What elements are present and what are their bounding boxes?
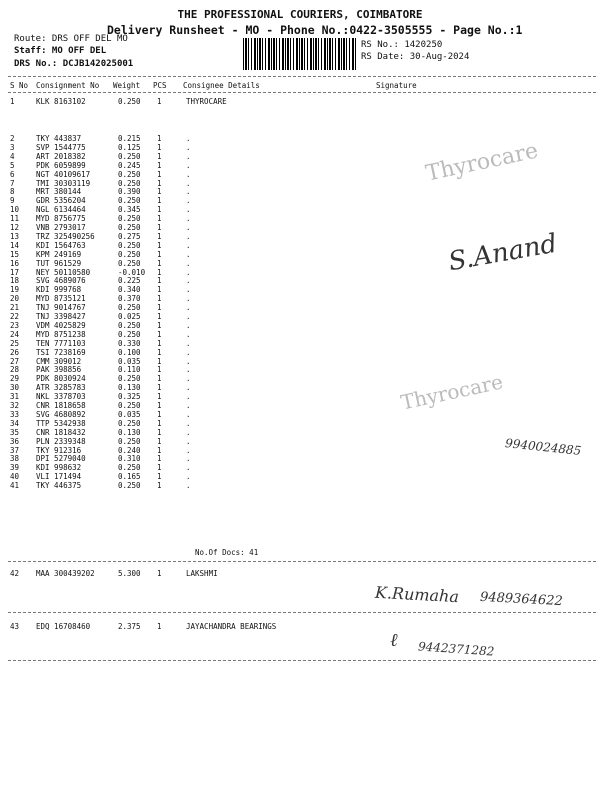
table-row bbox=[0, 294, 600, 303]
company-name: THE PROFESSIONAL COURIERS, COIMBATORE bbox=[177, 8, 423, 21]
table-row bbox=[0, 419, 600, 428]
row-weight: 0.250 bbox=[118, 97, 141, 106]
row-sno: 30 bbox=[10, 383, 20, 393]
row-sno: 39 bbox=[10, 463, 20, 473]
row-details: LAKSHMI bbox=[186, 569, 218, 578]
row-consignment: VLI 171494 bbox=[36, 472, 82, 482]
row-pcs: 1 bbox=[157, 303, 162, 313]
row-details: . bbox=[186, 356, 191, 366]
row-weight: 0.225 bbox=[118, 276, 141, 286]
row-sno: 40 bbox=[10, 472, 20, 482]
row-pcs: 1 bbox=[157, 472, 162, 482]
table-row bbox=[0, 97, 600, 106]
row-details: . bbox=[186, 401, 191, 410]
row-consignment: SVG 4680892 bbox=[36, 409, 86, 419]
row-consignment: CNR 1818658 bbox=[36, 401, 86, 410]
table-row bbox=[0, 374, 600, 383]
thyrocare-stamp: Thyrocare bbox=[423, 138, 541, 187]
table-row bbox=[0, 622, 600, 631]
row-details: . bbox=[186, 365, 191, 375]
rs-date: RS Date: 30-Aug-2024 bbox=[361, 52, 470, 62]
row-pcs: 1 bbox=[157, 347, 162, 357]
row-details: . bbox=[186, 312, 191, 321]
row-consignment: KDI 998632 bbox=[36, 463, 82, 473]
table-row bbox=[0, 196, 600, 205]
row-details: . bbox=[186, 374, 191, 384]
row-weight: 0.035 bbox=[118, 409, 141, 419]
row-weight: 0.325 bbox=[118, 392, 141, 402]
row-sno: 9 bbox=[10, 196, 15, 206]
row-consignment: MYD 8756775 bbox=[36, 214, 86, 224]
row-details: . bbox=[186, 223, 191, 232]
row-weight: 0.245 bbox=[118, 160, 141, 170]
table-row bbox=[0, 321, 600, 330]
row-consignment: MYD 8751238 bbox=[36, 329, 86, 339]
row-details: . bbox=[186, 418, 191, 428]
row-pcs: 1 bbox=[157, 205, 162, 215]
handwritten-phone: 9940024885 bbox=[504, 436, 582, 458]
row-details: . bbox=[186, 134, 191, 143]
row-sno: 31 bbox=[10, 392, 20, 402]
row-weight: 2.375 bbox=[118, 622, 141, 631]
table-row bbox=[0, 339, 600, 348]
row-pcs: 1 bbox=[157, 383, 162, 393]
row-pcs: 1 bbox=[157, 214, 162, 224]
row-sno: 42 bbox=[10, 569, 20, 578]
row-weight: 0.390 bbox=[118, 187, 141, 197]
row-pcs: 1 bbox=[157, 178, 162, 188]
row-sno: 15 bbox=[10, 249, 20, 259]
row-details: . bbox=[186, 160, 191, 170]
table-row bbox=[0, 428, 600, 437]
row-pcs: 1 bbox=[157, 463, 162, 473]
row-consignment: VDM 4025829 bbox=[36, 320, 86, 330]
row-sno: 23 bbox=[10, 320, 20, 330]
row-sno: 33 bbox=[10, 409, 20, 419]
row-weight: 0.250 bbox=[118, 436, 141, 446]
row-sno: 38 bbox=[10, 454, 20, 464]
row-consignment: TKY 446375 bbox=[36, 481, 82, 491]
row-details: . bbox=[186, 472, 191, 482]
row-consignment: MYD 8735121 bbox=[36, 294, 86, 304]
row-details: . bbox=[186, 347, 191, 357]
row-pcs: 1 bbox=[157, 223, 162, 232]
row-consignment: PAK 398856 bbox=[36, 365, 82, 375]
row-consignment: DPI 5279040 bbox=[36, 454, 86, 464]
row-weight: 0.035 bbox=[118, 356, 141, 366]
row-consignment: NEY 50110580 bbox=[36, 267, 91, 277]
row-consignment: CNR 1818432 bbox=[36, 427, 86, 437]
row-sno: 35 bbox=[10, 427, 20, 437]
row-sno: 6 bbox=[10, 169, 15, 179]
row-weight: 0.275 bbox=[118, 231, 141, 241]
row-weight: 0.345 bbox=[118, 205, 141, 215]
row-pcs: 1 bbox=[157, 196, 162, 206]
row-consignment: TKY 443837 bbox=[36, 134, 82, 143]
row-weight: 0.250 bbox=[118, 463, 141, 473]
row-pcs: 1 bbox=[157, 436, 162, 446]
row-consignment: KDI 1564763 bbox=[36, 240, 86, 250]
row-details: . bbox=[186, 409, 191, 419]
handwritten-phone: 9489364622 bbox=[479, 589, 564, 610]
table-row bbox=[0, 401, 600, 410]
row-sno: 29 bbox=[10, 374, 20, 384]
row-details: . bbox=[186, 320, 191, 330]
row-sno: 24 bbox=[10, 329, 20, 339]
row-details: . bbox=[186, 169, 191, 179]
row-weight: 0.110 bbox=[118, 365, 141, 375]
row-pcs: 1 bbox=[157, 258, 162, 268]
thyrocare-stamp: Thyrocare bbox=[398, 369, 506, 415]
row-details: . bbox=[186, 338, 191, 348]
row-consignment: MRT 380144 bbox=[36, 187, 82, 197]
table-row bbox=[0, 463, 600, 472]
row-weight: 0.165 bbox=[118, 472, 141, 482]
row-pcs: 1 bbox=[157, 374, 162, 384]
row-weight: 0.130 bbox=[118, 427, 141, 437]
row-details: . bbox=[186, 329, 191, 339]
row-sno: 11 bbox=[10, 214, 20, 224]
table-row bbox=[0, 276, 600, 285]
row-sno: 28 bbox=[10, 365, 20, 375]
row-pcs: 1 bbox=[157, 356, 162, 366]
row-weight: 0.370 bbox=[118, 294, 141, 304]
row-sno: 16 bbox=[10, 258, 20, 268]
row-pcs: 1 bbox=[157, 329, 162, 339]
row-consignment: VNB 2793017 bbox=[36, 223, 86, 232]
row-details: . bbox=[186, 240, 191, 250]
header-divider bbox=[8, 76, 596, 77]
row-details: . bbox=[186, 151, 191, 161]
table-row bbox=[0, 268, 600, 277]
row-details: JAYACHANDRA BEARINGS bbox=[186, 622, 277, 631]
row-pcs: 1 bbox=[157, 294, 162, 304]
table-row bbox=[0, 365, 600, 374]
row-pcs: 1 bbox=[157, 160, 162, 170]
row-weight: 0.125 bbox=[118, 142, 141, 152]
row-details: THYROCARE bbox=[186, 97, 227, 106]
row-pcs: 1 bbox=[157, 187, 162, 197]
row-pcs: 1 bbox=[157, 240, 162, 250]
row-sno: 19 bbox=[10, 285, 20, 295]
row-pcs: 1 bbox=[157, 142, 162, 152]
row-consignment: EDQ 16708460 bbox=[36, 622, 91, 631]
row-details: . bbox=[186, 276, 191, 286]
table-row bbox=[0, 348, 600, 357]
table-row bbox=[0, 134, 600, 143]
row-sno: 4 bbox=[10, 151, 15, 161]
table-row bbox=[0, 330, 600, 339]
row-pcs: 1 bbox=[157, 401, 162, 410]
row-pcs: 1 bbox=[157, 249, 162, 259]
row-consignment: SVP 1544775 bbox=[36, 142, 86, 152]
row-sno: 7 bbox=[10, 178, 15, 188]
table-row bbox=[0, 454, 600, 463]
row-pcs: 1 bbox=[157, 445, 162, 455]
row-details: . bbox=[186, 445, 191, 455]
col-weight: Weight bbox=[113, 81, 141, 90]
row-sno: 18 bbox=[10, 276, 20, 286]
row-weight: 0.240 bbox=[118, 445, 141, 455]
row-sno: 32 bbox=[10, 401, 20, 410]
col-pcs: PCS bbox=[153, 81, 167, 90]
row-consignment: PDK 8030924 bbox=[36, 374, 86, 384]
handwritten-phone: 9442371282 bbox=[417, 639, 495, 659]
row-consignment: PDK 6059899 bbox=[36, 160, 86, 170]
row-pcs: 1 bbox=[157, 134, 162, 143]
row-weight: 0.250 bbox=[118, 401, 141, 410]
row-weight: 0.100 bbox=[118, 347, 141, 357]
table-row bbox=[0, 205, 600, 214]
table-row bbox=[0, 357, 600, 366]
row-consignment: TSI 7238169 bbox=[36, 347, 86, 357]
row-weight: 0.215 bbox=[118, 134, 141, 143]
table-row bbox=[0, 223, 600, 232]
table-row bbox=[0, 303, 600, 312]
group-divider-3 bbox=[8, 660, 596, 661]
row-consignment: KPM 249169 bbox=[36, 249, 82, 259]
col-sno: S No bbox=[10, 81, 29, 90]
row-weight: 0.250 bbox=[118, 303, 141, 313]
row-pcs: 1 bbox=[157, 622, 162, 631]
row-details: . bbox=[186, 481, 191, 491]
staff-label: Staff: MO OFF DEL bbox=[14, 46, 107, 56]
row-details: . bbox=[186, 196, 191, 206]
handwritten-mark: ℓ bbox=[390, 630, 398, 651]
row-consignment: CMM 309012 bbox=[36, 356, 82, 366]
row-pcs: 1 bbox=[157, 97, 162, 106]
table-row bbox=[0, 481, 600, 490]
row-weight: 0.250 bbox=[118, 223, 141, 232]
row-weight: 0.250 bbox=[118, 481, 141, 491]
row-weight: 0.250 bbox=[118, 178, 141, 188]
row-pcs: 1 bbox=[157, 481, 162, 491]
row-sno: 26 bbox=[10, 347, 20, 357]
row-details: . bbox=[186, 436, 191, 446]
row-consignment: TEN 7771103 bbox=[36, 338, 86, 348]
row-consignment: PLN 2339348 bbox=[36, 436, 86, 446]
row-weight: 0.250 bbox=[118, 196, 141, 206]
row-pcs: 1 bbox=[157, 231, 162, 241]
row-pcs: 1 bbox=[157, 276, 162, 286]
row-pcs: 1 bbox=[157, 320, 162, 330]
row-sno: 41 bbox=[10, 481, 20, 491]
table-row bbox=[0, 392, 600, 401]
no-of-docs: No.Of Docs: 41 bbox=[195, 548, 259, 557]
route-label: Route: DRS OFF DEL MO bbox=[14, 34, 128, 44]
row-weight: 0.250 bbox=[118, 151, 141, 161]
row-consignment: KLK 8163102 bbox=[36, 97, 86, 106]
row-consignment: ATR 3285783 bbox=[36, 383, 86, 393]
row-sno: 36 bbox=[10, 436, 20, 446]
group-divider-1 bbox=[8, 561, 596, 562]
table-row bbox=[0, 410, 600, 419]
row-details: . bbox=[186, 463, 191, 473]
row-sno: 37 bbox=[10, 445, 20, 455]
row-weight: 5.300 bbox=[118, 569, 141, 578]
row-details: . bbox=[186, 205, 191, 215]
row-weight: 0.130 bbox=[118, 383, 141, 393]
row-consignment: TTP 5342938 bbox=[36, 418, 86, 428]
row-weight: 0.250 bbox=[118, 320, 141, 330]
table-row bbox=[0, 179, 600, 188]
row-consignment: ART 2018382 bbox=[36, 151, 86, 161]
row-pcs: 1 bbox=[157, 365, 162, 375]
row-details: . bbox=[186, 258, 191, 268]
row-consignment: KDI 999768 bbox=[36, 285, 82, 295]
row-weight: 0.250 bbox=[118, 169, 141, 179]
rs-number: RS No.: 1420250 bbox=[361, 40, 443, 50]
row-weight: 0.310 bbox=[118, 454, 141, 464]
row-sno: 2 bbox=[10, 134, 15, 143]
row-consignment: NGT 40109617 bbox=[36, 169, 91, 179]
row-weight: 0.330 bbox=[118, 338, 141, 348]
row-sno: 3 bbox=[10, 142, 15, 152]
row-sno: 8 bbox=[10, 187, 15, 197]
row-sno: 12 bbox=[10, 223, 20, 232]
row-sno: 1 bbox=[10, 97, 15, 106]
row-sno: 27 bbox=[10, 356, 20, 366]
row-details: . bbox=[186, 142, 191, 152]
row-weight: 0.250 bbox=[118, 249, 141, 259]
table-row bbox=[0, 214, 600, 223]
handwritten-signature: K.Rumaha bbox=[374, 582, 460, 607]
row-weight: -0.010 bbox=[118, 267, 146, 277]
row-pcs: 1 bbox=[157, 169, 162, 179]
row-sno: 13 bbox=[10, 231, 20, 241]
row-pcs: 1 bbox=[157, 454, 162, 464]
barcode bbox=[243, 38, 356, 70]
row-pcs: 1 bbox=[157, 409, 162, 419]
row-consignment: TNJ 9014767 bbox=[36, 303, 86, 313]
row-details: . bbox=[186, 285, 191, 295]
row-pcs: 1 bbox=[157, 312, 162, 321]
col-consignment: Consignment No bbox=[36, 81, 100, 90]
row-pcs: 1 bbox=[157, 285, 162, 295]
row-consignment: NGL 6134464 bbox=[36, 205, 86, 215]
drs-number: DRS No.: DCJB142025001 bbox=[14, 59, 134, 69]
row-details: . bbox=[186, 294, 191, 304]
row-sno: 10 bbox=[10, 205, 20, 215]
row-details: . bbox=[186, 392, 191, 402]
row-pcs: 1 bbox=[157, 392, 162, 402]
row-consignment: TUT 961529 bbox=[36, 258, 82, 268]
row-weight: 0.250 bbox=[118, 258, 141, 268]
row-sno: 5 bbox=[10, 160, 15, 170]
table-row bbox=[0, 569, 600, 578]
columns-divider bbox=[8, 92, 596, 93]
row-consignment: GDR 5356204 bbox=[36, 196, 86, 206]
runsheet-title: Delivery Runsheet - MO - Phone No.:0422-3505555 - Page No.:1 bbox=[107, 23, 523, 37]
row-pcs: 1 bbox=[157, 427, 162, 437]
row-consignment: MAA 300439202 bbox=[36, 569, 95, 578]
row-sno: 20 bbox=[10, 294, 20, 304]
row-weight: 0.025 bbox=[118, 312, 141, 321]
row-sno: 43 bbox=[10, 622, 20, 631]
table-row bbox=[0, 472, 600, 481]
row-details: . bbox=[186, 178, 191, 188]
row-pcs: 1 bbox=[157, 151, 162, 161]
row-pcs: 1 bbox=[157, 569, 162, 578]
row-details: . bbox=[186, 231, 191, 241]
row-details: . bbox=[186, 454, 191, 464]
row-details: . bbox=[186, 383, 191, 393]
col-details: Consignee Details bbox=[183, 81, 260, 90]
row-sno: 14 bbox=[10, 240, 20, 250]
row-sno: 25 bbox=[10, 338, 20, 348]
row-sno: 34 bbox=[10, 418, 20, 428]
row-sno: 22 bbox=[10, 312, 20, 321]
row-weight: 0.250 bbox=[118, 329, 141, 339]
row-consignment: TKY 912316 bbox=[36, 445, 82, 455]
row-sno: 21 bbox=[10, 303, 20, 313]
table-row bbox=[0, 170, 600, 179]
table-row bbox=[0, 285, 600, 294]
group-divider-2 bbox=[8, 612, 596, 613]
row-consignment: NKL 3378703 bbox=[36, 392, 86, 402]
row-weight: 0.250 bbox=[118, 374, 141, 384]
table-row bbox=[0, 383, 600, 392]
row-consignment: TNJ 3398427 bbox=[36, 312, 86, 321]
row-weight: 0.250 bbox=[118, 240, 141, 250]
row-sno: 17 bbox=[10, 267, 20, 277]
row-details: . bbox=[186, 249, 191, 259]
col-signature: Signature bbox=[376, 81, 417, 90]
row-details: . bbox=[186, 427, 191, 437]
row-details: . bbox=[186, 187, 191, 197]
row-consignment: SVG 4689076 bbox=[36, 276, 86, 286]
row-consignment: TMI 30303119 bbox=[36, 178, 91, 188]
row-weight: 0.340 bbox=[118, 285, 141, 295]
row-pcs: 1 bbox=[157, 267, 162, 277]
handwritten-signature: S.Anand bbox=[446, 228, 560, 278]
row-weight: 0.250 bbox=[118, 418, 141, 428]
row-details: . bbox=[186, 214, 191, 224]
table-row bbox=[0, 187, 600, 196]
table-row bbox=[0, 312, 600, 321]
row-weight: 0.250 bbox=[118, 214, 141, 224]
row-consignment: TRZ 325490256 bbox=[36, 231, 95, 241]
row-details: . bbox=[186, 303, 191, 313]
row-details: . bbox=[186, 267, 191, 277]
row-pcs: 1 bbox=[157, 418, 162, 428]
row-pcs: 1 bbox=[157, 338, 162, 348]
